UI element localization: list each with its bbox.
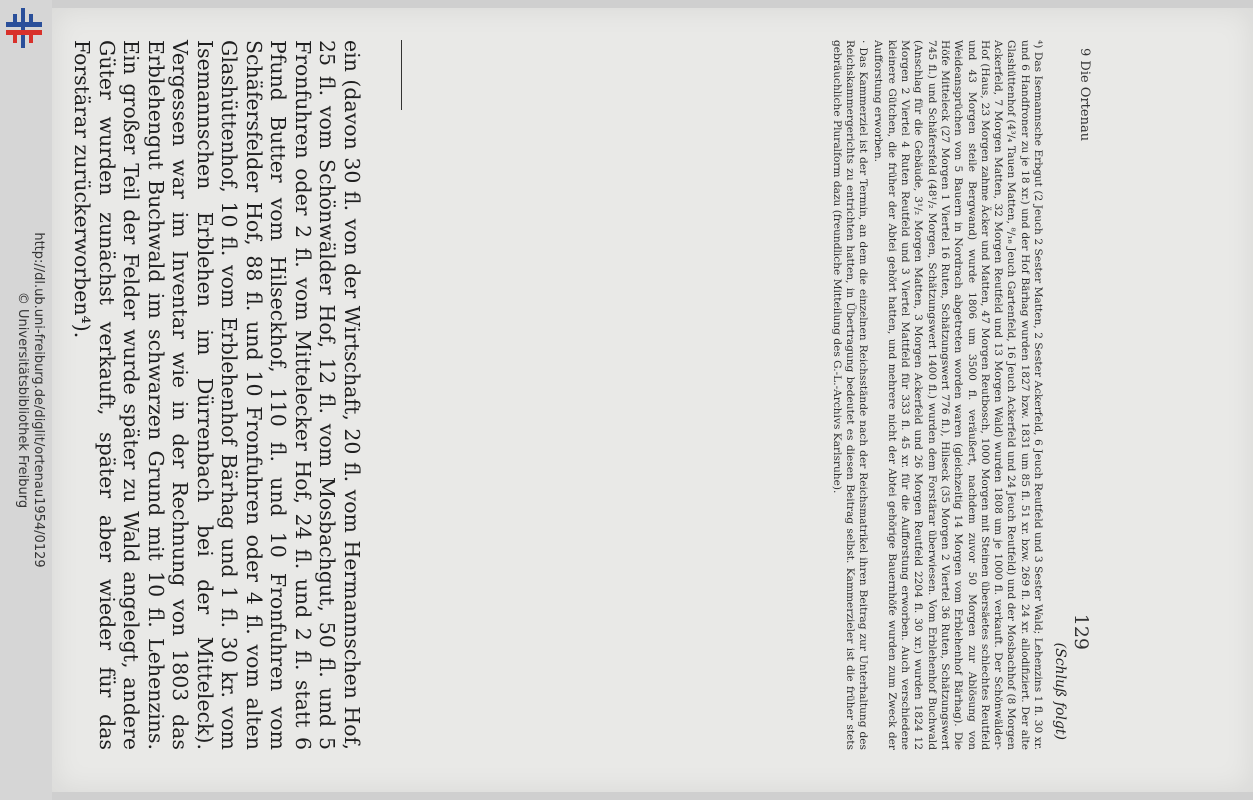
source-attribution [14, 20, 46, 780]
footnote-divider [401, 40, 402, 110]
page-header [1066, 20, 1092, 780]
footnote-kammerziel: · Das Kammerziel ist der Termin, an dem die einzelnen Reichsstände nach der Reichsmatrikel ihren Beitrag zur Unterhaltung des Reichskammergerichts zu entrichten hatten, in Übertragung bedeutet es diesen Beitrag selbst. Kammerzieler ist die früher stets gebräuchliche Pluralform dazu (freundliche Mitteilung des G.-L.-Archivs Karlsruhe). [830, 40, 870, 750]
rotated-page-content [64, 20, 1184, 780]
footnotes [414, 40, 1044, 750]
footnote-4: ⁴) Das Isemannsche Erbgut (2 Jeuch 2 Sester Matten, 2 Sester Ackerfeld, 6 Jeuch Reutfeld und 3 Sester Wald; Lehenzins 1 fl. 30 xr. und 6 Handfroner zu je 18 xr.) und der Hof Bärhag wurden 1827 bzw. 1831 um 85 fl. 51 xr. bzw. 269 fl. 24 xr. allodifiziert. Der alte Glashüttenhof (4³/₄ Tauen Matten, ⁸/₁₆ Jeuch Gartenfeld, 16 Jeuch Ackerfeld und 24 Jeuch Reutfeld) und der Mosbachhof (8 Morgen Ackerfeld, 7 Morgen Matten, 32 Morgen Reutfeld und 13 Morgen Wald) wurden 1808 um je 1000 fl. verkauft. Der Schönwälder-Hof (Haus, 23 Morgen zahme Äcker und Matten, 47 Morgen Reutbosch, 1000 Morgen mit Steinen übersäetes schlechtes Reutfeld und 43 Morgen steile Bergwand) wurde 1806 um 3500 fl. veräußert, nachdem zuvor 50 Morgen zur Ablösung von Weideansprüchen von 5 Bauern in Nordrach abgetreten worden waren (gleichzeitig 14 Morgen vom Erblehenhof Bärhag). Die Höfe Mitteleck (27 Morgen 1 Viertel 16 Ruten, Schätzungswert 776 fl.), Hilseck (35 Morgen 2 Viertel 36 Ruten, Schätzungswert 745 fl.) und Schäfersfeld (48¹/₂ Morgen, Schätzungswert 1400 fl.) wurden dem Forstärar überwiesen. Vom Erblehenhof Buchwald (Anschlag für die Gebäude, 3¹/₂ Morgen Matten, 3 Morgen Ackerfeld und 26 Morgen Reutfeld 2204 fl. 30 xr.) wurden 1824 12 Morgen 2 Viertel 4 Ruten Reutfeld und 3 Viertel Mattfeld für 333 fl. 45 xr. für die Aufforstung erworben. Auch verschiedene kleinere Gütchen, die früher der Abtei gehört hatten, und mehrere nicht der Abtei gehörige Bauernhöfe wurden zum Zweck der Aufforstung erworben. [872, 40, 1044, 750]
running-head: 9 Die Ortenau [1077, 48, 1092, 142]
continuation-note: (Schluß folgt) [1052, 642, 1068, 740]
viewer-sidebar [0, 0, 52, 800]
page-number: 129 [1070, 613, 1092, 650]
main-paragraph: ein (davon 30 fl. von der Wirtschaft, 20 fl. vom Hermannschen Hof, 25 fl. vom Schönwälder Hof, 12 fl. vom Mosbachgut, 50 fl. und 5 Fronfuhren oder 2 fl. vom Mittelecker Hof, 24 fl. und 2 fl. statt 6 Pfund Butter vom Hilseckhof, 110 fl. und 10 Fronfuhren vom Schäfersfelder Hof, 88 fl. und 10 Fronfuhren oder 4 fl. vom alten Glashüttenhof, 10 fl. vom Erblehenhof Bärhag und 1 fl. 30 kr. vom Isemannschen Erblehen im Dürrenbach bei der Mitteleck). Vergessen war im Inventar wie in der Rechnung von 1803 das Erblehengut Buchwald im schwarzen Grund mit 10 fl. Lehenzins. Ein großer Teil der Felder wurde später zu Wald angelegt, andere Güter wurden zunächst verkauft, später aber wieder für das Forstärar zurückerworben⁴). [70, 40, 364, 750]
source-url[interactable]: http://dl.ub.uni-freiburg.de/diglit/ortenau1954/0129 [31, 232, 46, 568]
copyright-notice: © Universitätsbibliothek Freiburg [15, 291, 30, 509]
